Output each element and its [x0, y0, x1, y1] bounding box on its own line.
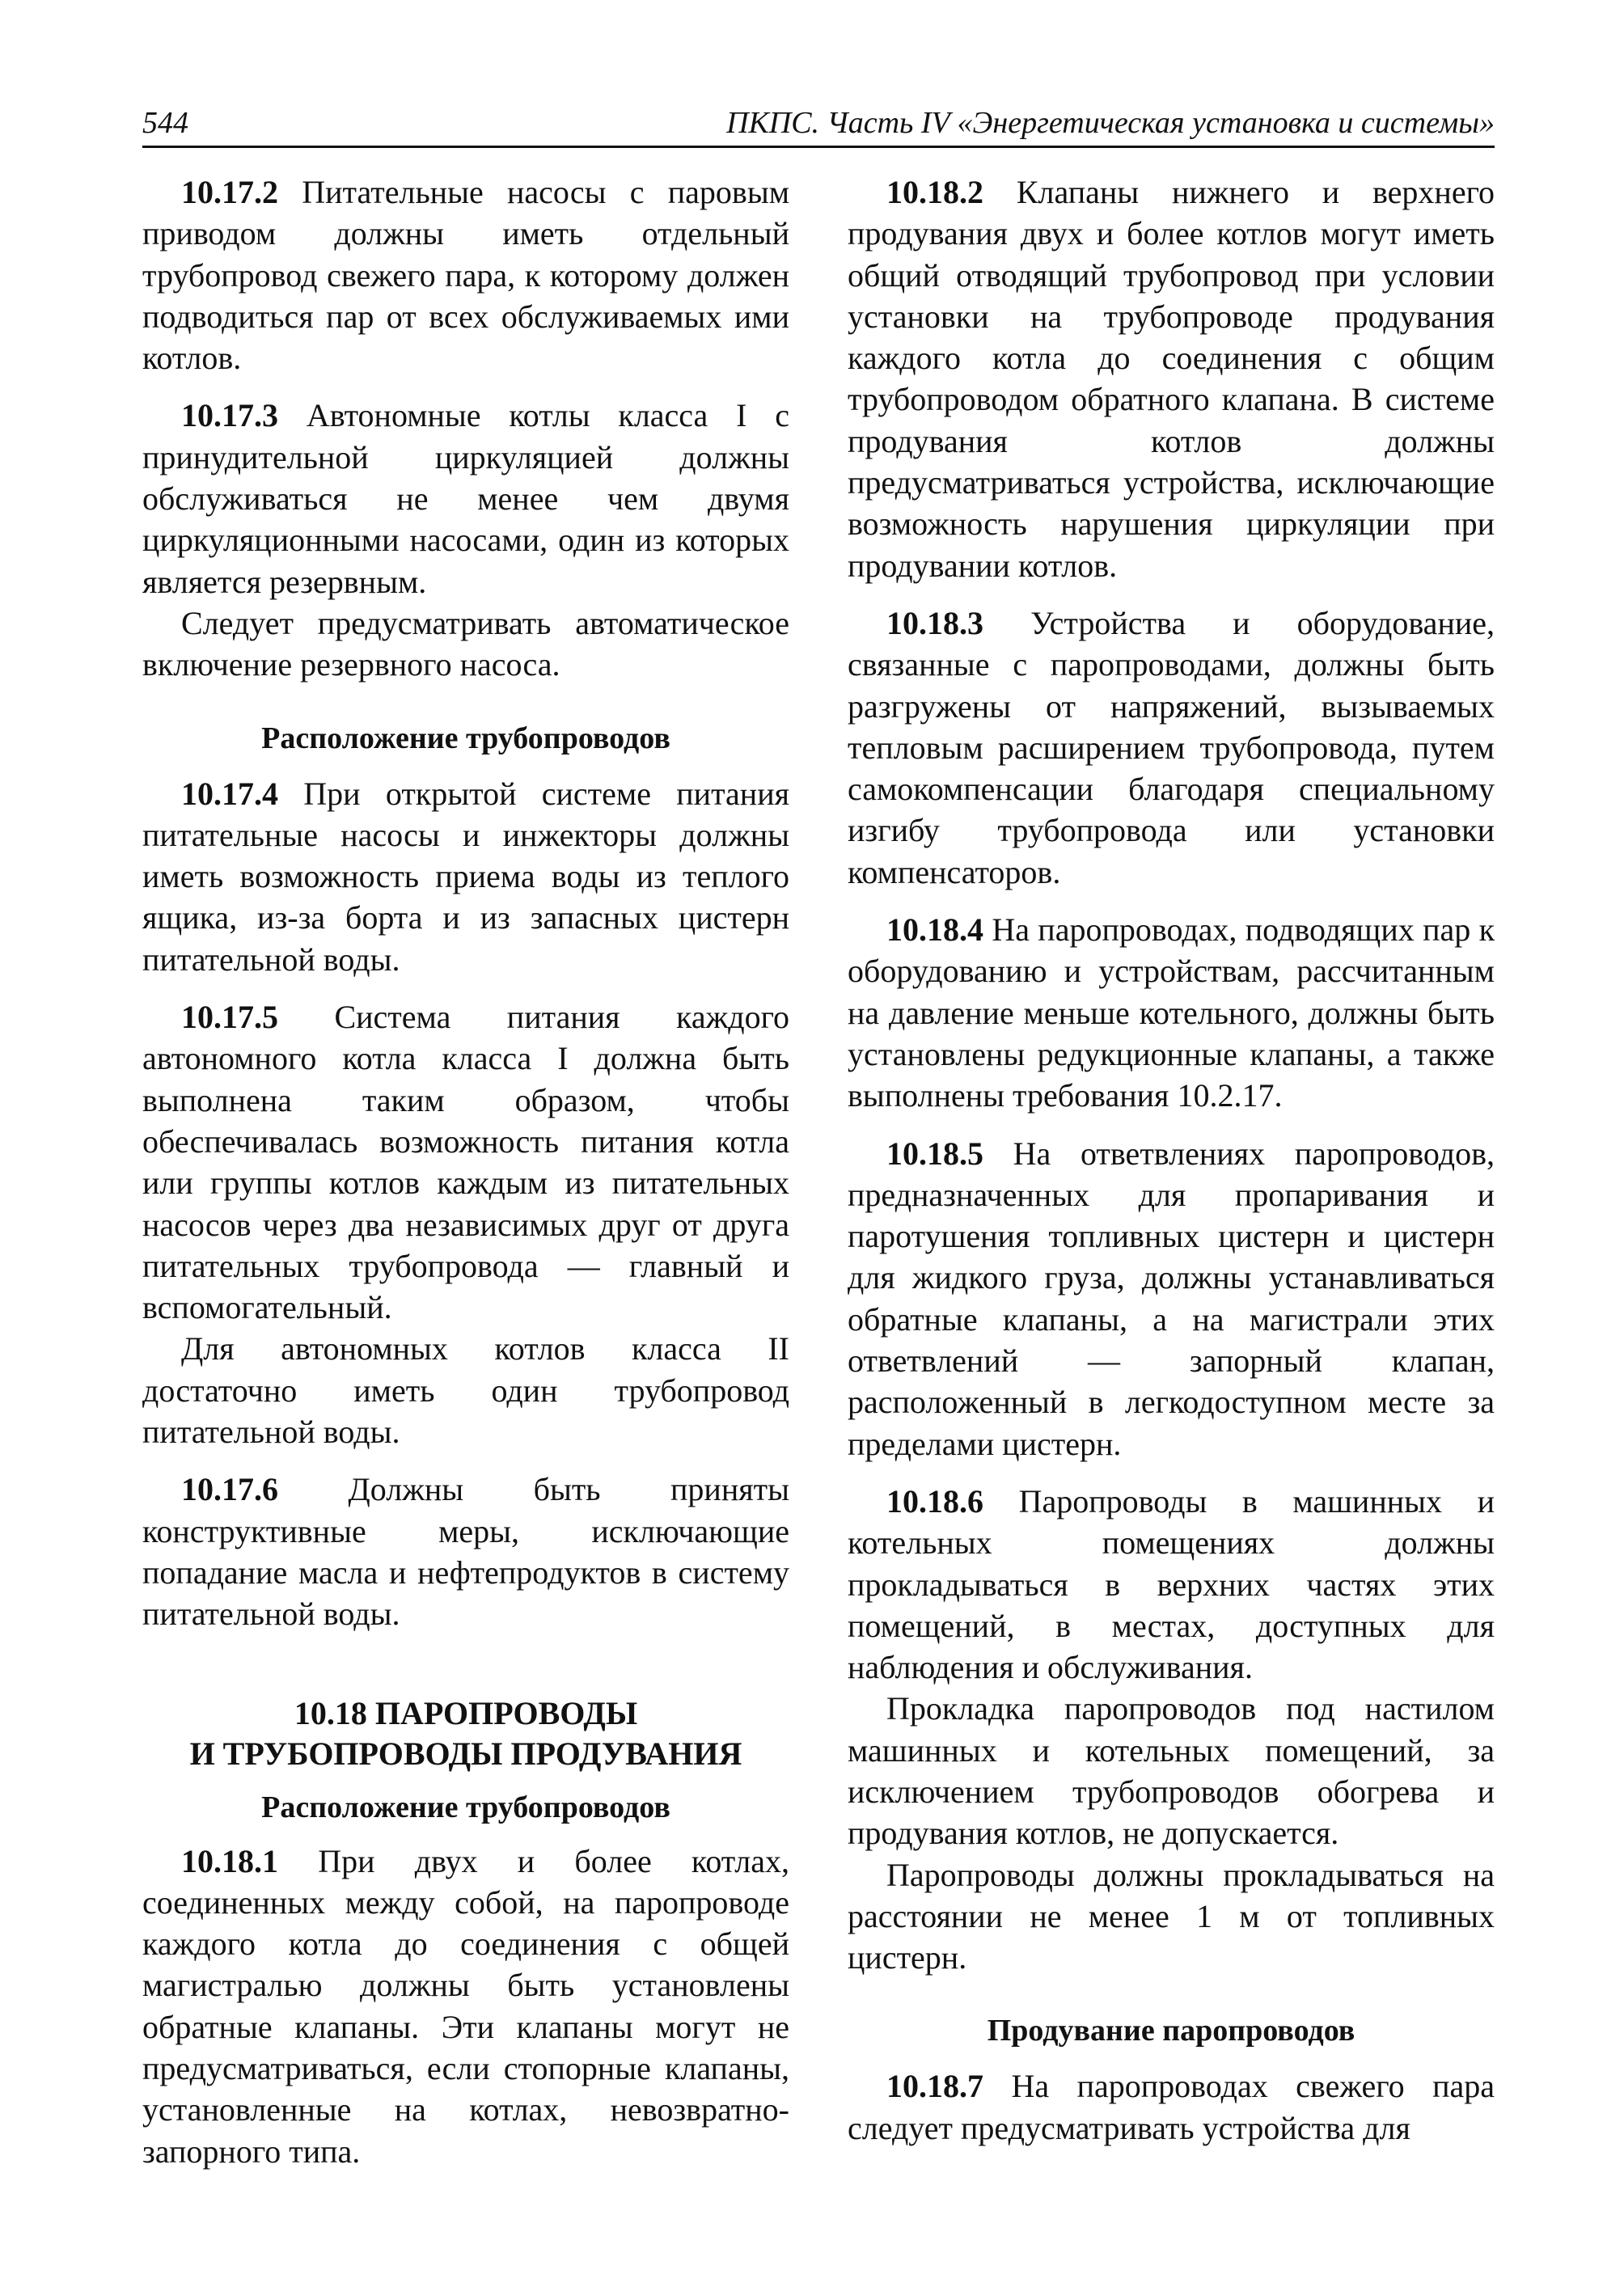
clause-number: 10.17.3: [181, 397, 278, 434]
paragraph-10-17-3: [142, 395, 789, 602]
paragraph-10-17-3-cont: Следует предусматривать автоматическое включение резервного насоса.: [142, 604, 789, 683]
subheading-steam-blowdown: Продувание паропроводов: [987, 2014, 1355, 2048]
paragraph-10-18-6: [848, 1481, 1495, 1688]
clause-text: На паропроводах свежего пара следует предусматривать устройства для: [848, 2068, 1495, 2146]
paragraph-10-18-7: [848, 2065, 1495, 2149]
right-column: [848, 171, 1495, 2149]
paragraph-10-18-3: [848, 602, 1495, 893]
clause-text: Автономные котлы класса I с принудительной циркуляцией должны обслуживаться не менее чем двумя циркуляционными насосами, один из которых является резервным.: [142, 397, 790, 600]
clause-text: Устройства и оборудование, связанные с паропроводами, должны быть разгружены от напряжений, вызываемых тепловым расширением трубопровода, путем самокомпенсации благодаря специальному изгибу трубопровода или установки компенсаторов.: [848, 604, 1495, 890]
clause-text: Питательные насосы с паровым приводом должны иметь отдельный трубопровод свежего пара, к которому должен подводиться пар от всех обслуживаемых ими котлов.: [142, 174, 790, 377]
paragraph-10-18-6-cont-2: Паропроводы должны прокладываться на расстоянии не менее 1 м от топливных цистерн.: [848, 1856, 1495, 1976]
clause-number: 10.17.5: [181, 999, 278, 1036]
clause-text: При двух и более котлах, соединенных между собой, на паропроводе каждого котла до соединения с общей магистралью должны быть установлены обратные клапаны. Эти клапаны могут не предусматриваться, если стопорные клапаны, установленные на котлах, невозвратно-запорного типа.: [142, 1842, 790, 2170]
clause-number: 10.17.2: [181, 174, 278, 210]
clause-text: На ответвлениях паропроводов, предназначенных для пропаривания и паротушения топливных цистерн и цистерн для жидкого груза, должны устанавливаться обратные клапаны, а на магистрали этих ответвлений — запорный клапан, расположенный в легкодоступном месте за пределами цистерн.: [848, 1135, 1495, 1462]
page-number: 544: [142, 106, 188, 140]
paragraph-10-18-1: [142, 1841, 789, 2172]
clause-text: При открытой системе питания питательные насосы и инжекторы должны иметь возможность приема воды из теплого ящика, из-за борта и из запасных цистерн питательной воды.: [142, 775, 789, 978]
paragraph-10-18-4: [848, 909, 1495, 1116]
clause-number: 10.18.2: [886, 174, 983, 210]
clause-number: 10.18.1: [181, 1842, 278, 1879]
clause-number: 10.17.6: [181, 1471, 278, 1508]
paragraph-10-17-6: [142, 1469, 789, 1634]
paragraph-10-17-2: [142, 171, 789, 378]
subheading-pipe-layout: Расположение трубопроводов: [261, 721, 670, 755]
clause-number: 10.18.4: [886, 911, 983, 949]
page-header: [142, 97, 1495, 148]
running-title: ПКПС. Часть IV «Энергетическая установка и системы»: [726, 106, 1495, 140]
clause-text: Должны быть приняты конструктивные меры, исключающие попадание масла и нефтепродуктов в систему питательной воды.: [142, 1471, 790, 1633]
subheading-pipe-layout-2: Расположение трубопроводов: [261, 1790, 670, 1824]
clause-number: 10.18.6: [886, 1482, 983, 1520]
clause-number: 10.18.3: [886, 604, 983, 641]
paragraph-10-17-5: [142, 996, 789, 1328]
paragraph-10-17-5-cont: Для автономных котлов класса II достаточно иметь один трубопровод питательной воды.: [142, 1330, 789, 1451]
clause-number: 10.18.7: [886, 2068, 983, 2105]
paragraph-10-18-6-cont-1: Прокладка паропроводов под настилом машинных и котельных помещений, за исключением трубопроводов обогрева и продувания котлов, не допускается.: [848, 1690, 1495, 1852]
paragraph-10-18-2: [848, 171, 1495, 586]
paragraph-10-17-4: [142, 773, 789, 980]
clause-text: Паропроводы в машинных и котельных помещениях должны прокладываться в верхних частях этих помещений, в местах, доступных для наблюдения и обслуживания.: [848, 1482, 1495, 1686]
clause-text: На паропроводах, подводящих пар к оборудованию и устройствам, рассчитанным на давление меньше котельного, должны быть установлены редукционные клапаны, а также выполнены требования 10.2.17.: [848, 911, 1495, 1114]
left-column: [142, 171, 789, 2172]
section-title-line-1: 10.18 ПАРОПРОВОДЫ: [294, 1694, 638, 1731]
section-title-line-2: И ТРУБОПРОВОДЫ ПРОДУВАНИЯ: [189, 1735, 742, 1772]
clause-text: Система питания каждого автономного котла класса I должна быть выполнена таким образом, чтобы обеспечивалась возможность питания котла или группы котлов каждым из питательных насосов через два независимых друг от друга питательных трубопровода — главный и вспомогательный.: [142, 999, 789, 1326]
clause-number: 10.18.5: [886, 1135, 983, 1172]
paragraph-10-18-5: [848, 1133, 1495, 1465]
clause-number: 10.17.4: [181, 775, 278, 812]
clause-text: Клапаны нижнего и верхнего продувания двух и более котлов могут иметь общий отводящий трубопровод при условии установки на трубопроводе продувания каждого котла до соединения с общим трубопроводом обратного клапана. В системе продувания котлов должны предусматриваться устройства, исключающие возможность нарушения циркуляции при продувании котлов.: [848, 174, 1495, 584]
